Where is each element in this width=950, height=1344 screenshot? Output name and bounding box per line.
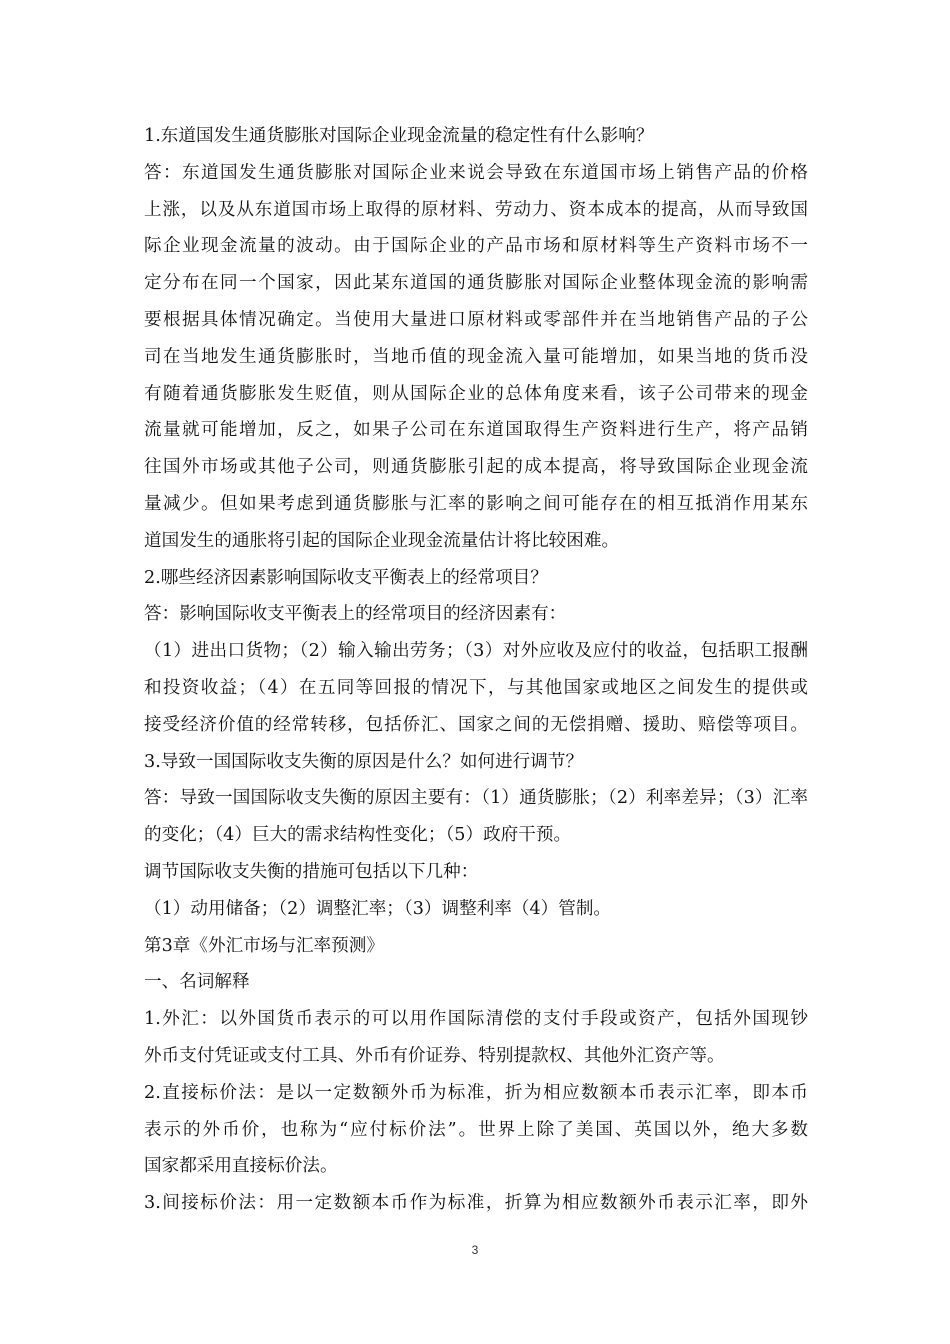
text-line: 量减少。但如果考虑到通货膨胀与汇率的影响之间可能存在的相互抵消作用某东	[144, 493, 808, 514]
text-line: 答：东道国发生通货膨胀对国际企业来说会导致在东道国市场上销售产品的价格	[144, 162, 808, 183]
text-line: 际企业现金流量的波动。由于国际企业的产品市场和原材料等生产资料市场不一	[144, 236, 808, 257]
text-line: （1）动用储备；（2）调整汇率；（3）调整利率（4）管制。	[144, 898, 612, 919]
text-line: 答：影响国际收支平衡表上的经常项目的经济因素有：	[144, 604, 567, 625]
text-line: 和投资收益；（4）在五同等回报的情况下，与其他国家或地区之间发生的提供或	[144, 677, 808, 698]
text-line: 一、名词解释	[144, 972, 250, 993]
text-line: 2.哪些经济因素影响国际收支平衡表上的经常项目？	[144, 567, 548, 588]
text-line: 国家都采用直接标价法。	[144, 1156, 338, 1177]
text-line: 的变化；（4）巨大的需求结构性变化；（5）政府干预。	[144, 825, 572, 846]
text-line: 流量就可能增加，反之，如果子公司在东道国取得生产资料进行生产，将产品销	[144, 420, 808, 441]
text-line: 外币支付凭证或支付工具、外币有价证券、特别提款权、其他外汇资产等。	[144, 1045, 725, 1066]
text-line: 有随着通货膨胀发生贬值，则从国际企业的总体角度来看，该子公司带来的现金	[144, 383, 808, 404]
text-line: 第3章《外汇市场与汇率预测》	[144, 935, 384, 956]
text-line: 答：导致一国国际收支失衡的原因主要有：（1）通货膨胀；（2）利率差异；（3）汇率	[144, 788, 808, 809]
text-line: 1.东道国发生通货膨胀对国际企业现金流量的稳定性有什么影响？	[144, 126, 654, 146]
text-line: 接受经济价值的经常转移，包括侨汇、国家之间的无偿捐赠、援助、赔偿等项目。	[144, 714, 808, 735]
text-line: 调节国际收支失衡的措施可包括以下几种：	[144, 861, 479, 882]
text-line: 1.外汇：以外国货币表示的可以用作国际清偿的支付手段或资产，包括外国现钞	[144, 1009, 808, 1030]
text-line: （1）进出口货物；（2）输入输出劳务；（3）对外应收及应付的收益，包括职工报酬	[144, 641, 808, 662]
text-line: 上涨，以及从东道国市场上取得的原材料、劳动力、资本成本的提高，从而导致国	[144, 199, 808, 220]
text-line: 要根据具体情况确定。当使用大量进口原材料或零部件并在当地销售产品的子公	[144, 309, 808, 330]
text-line: 3.间接标价法：用一定数额本币作为标准，折算为相应数额外币表示汇率，即外	[144, 1193, 808, 1214]
page-number: 3	[471, 1243, 479, 1257]
text-line: 司在当地发生通货膨胀时，当地币值的现金流入量可能增加，如果当地的货币没	[144, 346, 808, 367]
text-line: 往国外市场或其他子公司，则通货膨胀引起的成本提高，将导致国际企业现金流	[144, 457, 808, 478]
text-line: 道国发生的通胀将引起的国际企业现金流量估计将比较困难。	[144, 530, 620, 551]
text-line: 2.直接标价法：是以一定数额外币为标准，折为相应数额本币表示汇率，即本币	[144, 1082, 808, 1103]
document-body	[144, 118, 808, 1222]
text-line: 表示的外币价，也称为“应付标价法”。世界上除了美国、英国以外，绝大多数	[144, 1119, 808, 1140]
text-line: 3.导致一国国际收支失衡的原因是什么？如何进行调节？	[144, 751, 584, 772]
text-line: 定分布在同一个国家，因此某东道国的通货膨胀对国际企业整体现金流的影响需	[144, 273, 808, 294]
